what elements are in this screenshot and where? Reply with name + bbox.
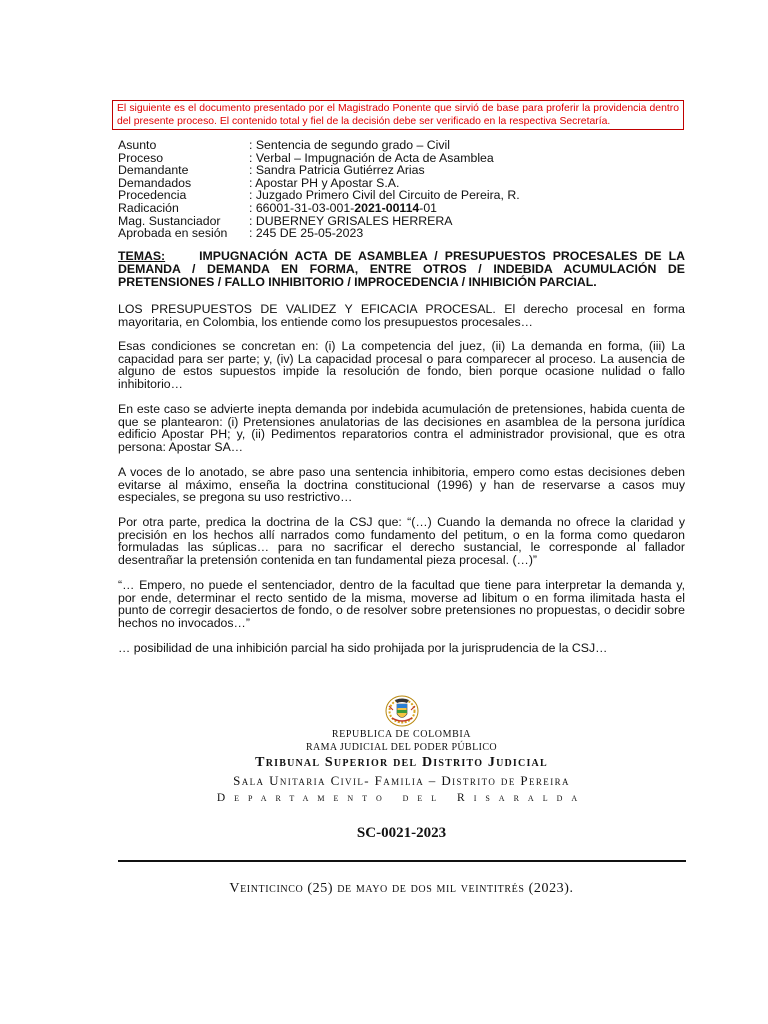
meta-value: : Verbal – Impugnación de Acta de Asamblea <box>249 150 494 165</box>
decision-date: Veinticinco (25) de mayo de dos mil veintitrés (2023). <box>229 881 574 896</box>
meta-label: Demandante <box>118 163 189 178</box>
paragraph-3: En este caso se advierte inepta demanda por indebida acumulación de pretensiones, habida cuenta de que se plantearon: (i) Pretensiones anulatorias de las decisiones en asamblea de la persona jurídica edificio Apostar PH; y, (ii) Pedimentos reparatorios contra el administrador provisional, que es otra persona: Apostar SA… <box>118 402 685 454</box>
paragraph-7: … posibilidad de una inhibición parcial ha sido prohijada por la jurisprudencia de la CSJ… <box>118 641 608 655</box>
paragraph-4: A voces de lo anotado, se abre paso una sentencia inhibitoria, empero como estas decisiones deben evitarse al máximo, enseña la doctrina constitucional (1996) y han de reservarse a casos muy especiales, se pregona su uso restrictivo… <box>118 465 685 505</box>
tribunal-heading: Tribunal Superior del Distrito Judicial <box>255 755 548 770</box>
meta-label: Aprobada en sesión <box>118 226 228 241</box>
colombia-coat-of-arms-icon <box>384 694 420 728</box>
meta-row-demandante <box>118 164 520 177</box>
meta-label: Mag. Sustanciador <box>118 213 221 228</box>
topics-label: TEMAS: <box>118 249 166 263</box>
meta-value: : Juzgado Primero Civil del Circuito de Pereira, R. <box>249 188 520 203</box>
meta-row-asunto <box>118 139 520 152</box>
radicacion-suffix: -01 <box>419 200 438 215</box>
meta-label: Asunto <box>118 138 157 152</box>
sala-heading: Sala Unitaria Civil- Familia – Distrito de Pereira <box>233 773 570 788</box>
meta-value: : Sandra Patricia Gutiérrez Arias <box>249 163 425 178</box>
meta-row-aprobada <box>118 227 520 240</box>
topics-block <box>118 250 685 288</box>
case-code: SC-0021-2023 <box>356 825 447 841</box>
topics-text: IMPUGNACIÓN ACTA DE ASAMBLEA / PRESUPUESTOS PROCESALES DE LA DEMANDA / DEMANDA EN FORMA, ENTRE OTROS / INDEBIDA ACUMULACIÓN DE PRETENSIONES / FALLO INHIBITORIO / IMPROCEDENCIA / INHIBICIÓN PARCIAL. <box>118 249 685 289</box>
meta-row-radicacion <box>118 202 520 215</box>
meta-label: Procedencia <box>118 188 187 203</box>
meta-value: : 245 DE 25-05-2023 <box>249 226 364 241</box>
departamento-heading: Departamento del Risaralda <box>216 792 587 804</box>
case-metadata <box>118 139 520 240</box>
radicacion-prefix: : 66001-31-03-001- <box>249 200 355 215</box>
paragraph-1: LOS PRESUPUESTOS DE VALIDEZ Y EFICACIA PROCESAL. El derecho procesal en forma mayoritaria, en Colombia, los entiende como los presupuestos procesales… <box>118 302 685 329</box>
meta-value <box>249 202 437 215</box>
disclaimer-notice: El siguiente es el documento presentado por el Magistrado Ponente que sirvió de base para proferir la providencia dentro del presente proceso. El contenido total y fiel de la decisión debe ser verificado en la respectiva Secretaría. <box>112 100 684 130</box>
paragraph-5: Por otra parte, predica la doctrina de la CSJ que: “(…) Cuando la demanda no ofrece la claridad y precisión en los hechos allí narrados como fundamento del petitum, o en la forma como quedaron formuladas las súplicas… para no sacrificar el derecho sustancial, le corresponde al fallador desentrañar la pretensión contenida en tan fundamental pieza procesal. (…)” <box>118 515 685 567</box>
meta-value: : Apostar PH y Apostar S.A. <box>249 175 400 190</box>
rama-judicial-heading: RAMA JUDICIAL DEL PODER PÚBLICO <box>305 742 498 753</box>
meta-label: Demandados <box>118 175 192 190</box>
paragraph-6: “… Empero, no puede el sentenciador, dentro de la facultad que tiene para interpretar la demanda y, por ende, determinar el recto sentido de la misma, moverse ad libitum o en forma ilimitada hasta el punto de corregir desaciertos de fondo, o de resolver sobre pretensiones no propuestas, o decidir sobre hechos no invocados…” <box>118 578 685 630</box>
divider-line <box>118 860 686 862</box>
paragraph-2: Esas condiciones se concretan en: (i) La competencia del juez, (ii) La demanda en forma, (iii) La capacidad para ser parte; y, (iv) La capacidad procesal o para comparecer al proceso. La ausencia de alguno de estos supuestos impide la resolución de fondo, bien porque ocasione nulidad o fallo inhibitorio… <box>118 339 685 391</box>
republica-heading: REPUBLICA DE COLOMBIA <box>331 729 472 740</box>
meta-value: : DUBERNEY GRISALES HERRERA <box>249 213 453 228</box>
meta-label: Radicación <box>118 200 179 215</box>
meta-label: Proceso <box>118 150 164 165</box>
meta-value: : Sentencia de segundo grado – Civil <box>249 138 450 152</box>
radicacion-number: 2021-00114 <box>354 200 420 215</box>
